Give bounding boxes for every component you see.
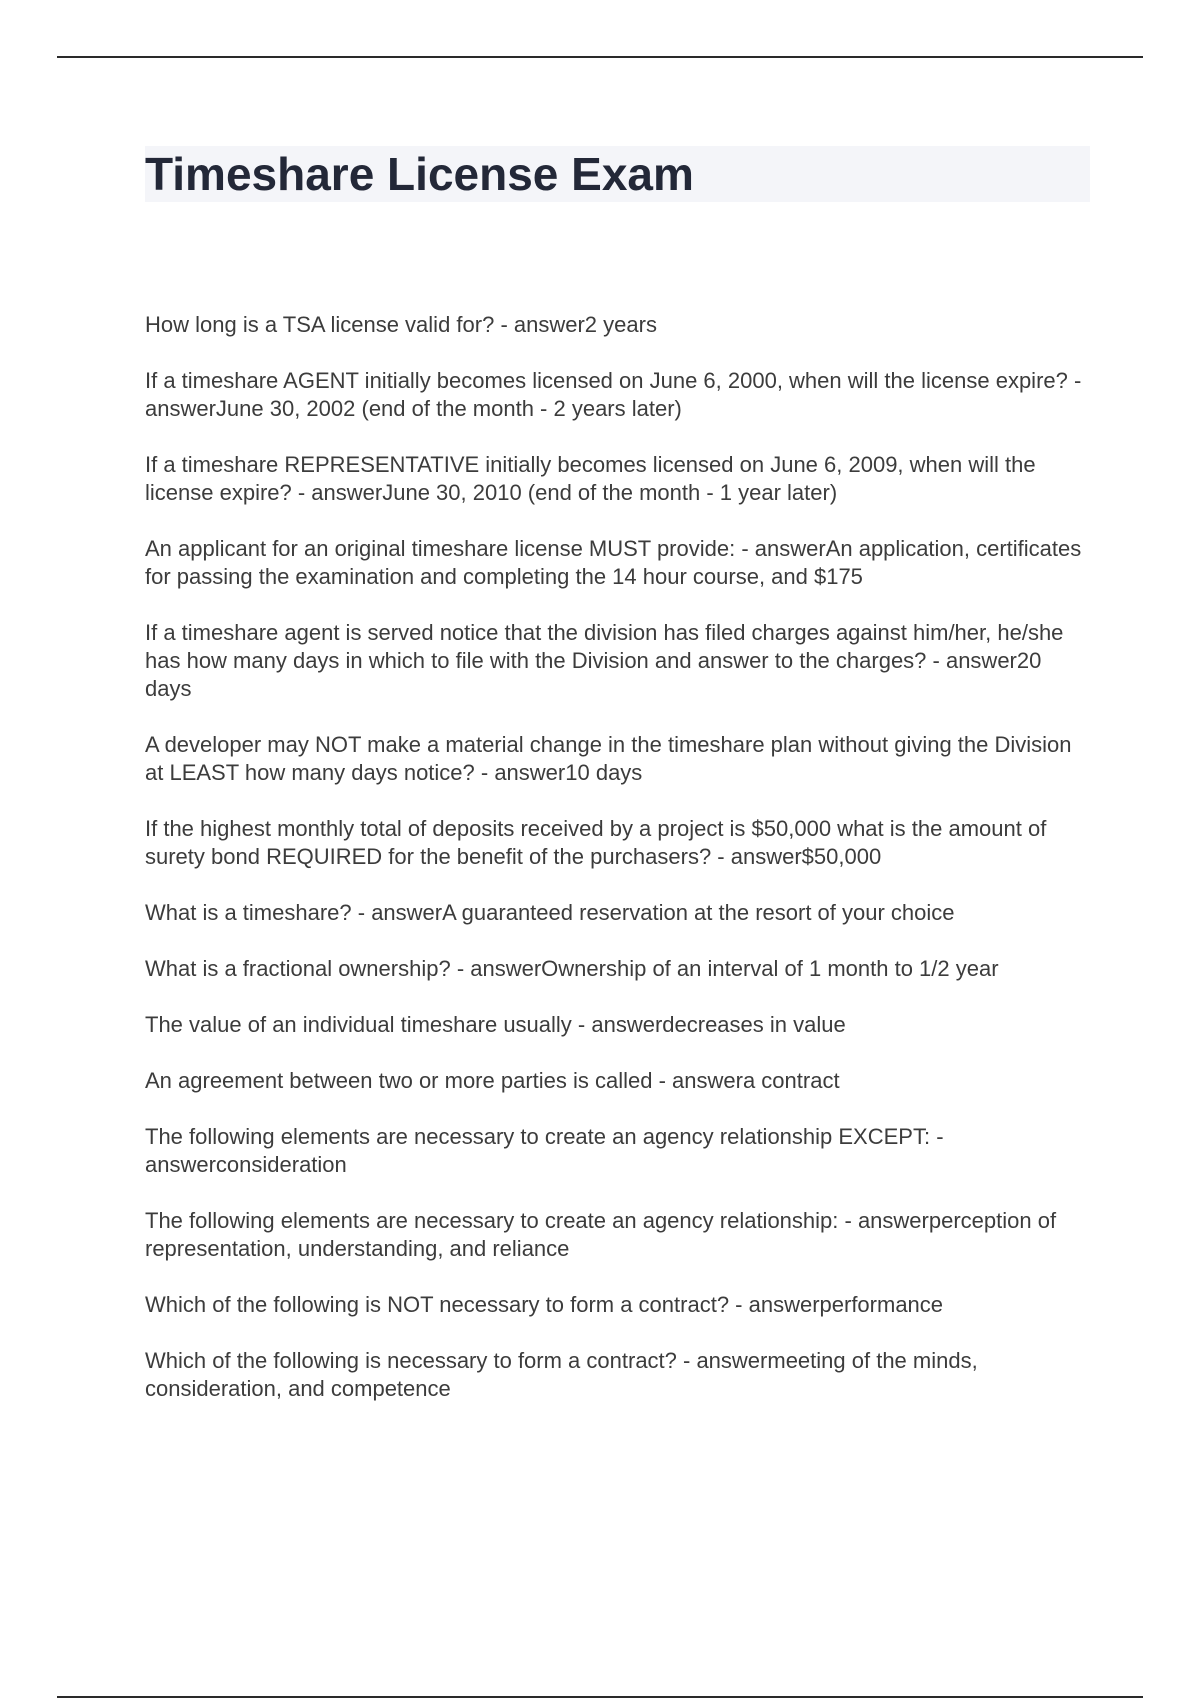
qa-item: The following elements are necessary to create an agency relationship: - answerperception of representation, understanding, and reliance bbox=[145, 1208, 1057, 1261]
bottom-rule bbox=[57, 1696, 1143, 1698]
qa-item: Which of the following is necessary to form a contract? - answermeeting of the minds, consideration, and competence bbox=[145, 1348, 978, 1401]
question-answer-list bbox=[145, 311, 1093, 1403]
document-title: Timeshare License Exam bbox=[145, 148, 694, 200]
qa-item: If a timeshare REPRESENTATIVE initially becomes licensed on June 6, 2009, when will the license expire? - answerJune 30, 2010 (end of the month - 1 year later) bbox=[145, 452, 1036, 505]
qa-item: Which of the following is NOT necessary to form a contract? - answerperformance bbox=[145, 1292, 944, 1317]
qa-item: If a timeshare agent is served notice that the division has filed charges against him/her, he/she has how many days in which to file with the Division and answer to the charges? - answer20 days bbox=[145, 620, 1064, 701]
qa-item: How long is a TSA license valid for? - answer2 years bbox=[145, 312, 657, 337]
qa-item: What is a timeshare? - answerA guaranteed reservation at the resort of your choice bbox=[145, 900, 955, 925]
qa-item: The value of an individual timeshare usually - answerdecreases in value bbox=[145, 1012, 846, 1037]
qa-item: If a timeshare AGENT initially becomes licensed on June 6, 2000, when will the license expire? - answerJune 30, 2002 (end of the month - 2 years later) bbox=[145, 368, 1082, 421]
qa-item: A developer may NOT make a material change in the timeshare plan without giving the Division at LEAST how many days notice? - answer10 days bbox=[145, 732, 1072, 785]
top-rule bbox=[57, 56, 1143, 58]
qa-item: If the highest monthly total of deposits received by a project is $50,000 what is the amount of surety bond REQUIRED for the benefit of the purchasers? - answer$50,000 bbox=[145, 816, 1047, 869]
qa-item: What is a fractional ownership? - answerOwnership of an interval of 1 month to 1/2 year bbox=[145, 956, 999, 981]
qa-item: An applicant for an original timeshare license MUST provide: - answerAn application, certificates for passing the examination and completing the 14 hour course, and $175 bbox=[145, 536, 1082, 589]
qa-item: The following elements are necessary to create an agency relationship EXCEPT: - answerconsideration bbox=[145, 1124, 944, 1177]
qa-item: An agreement between two or more parties is called - answera contract bbox=[145, 1068, 840, 1093]
